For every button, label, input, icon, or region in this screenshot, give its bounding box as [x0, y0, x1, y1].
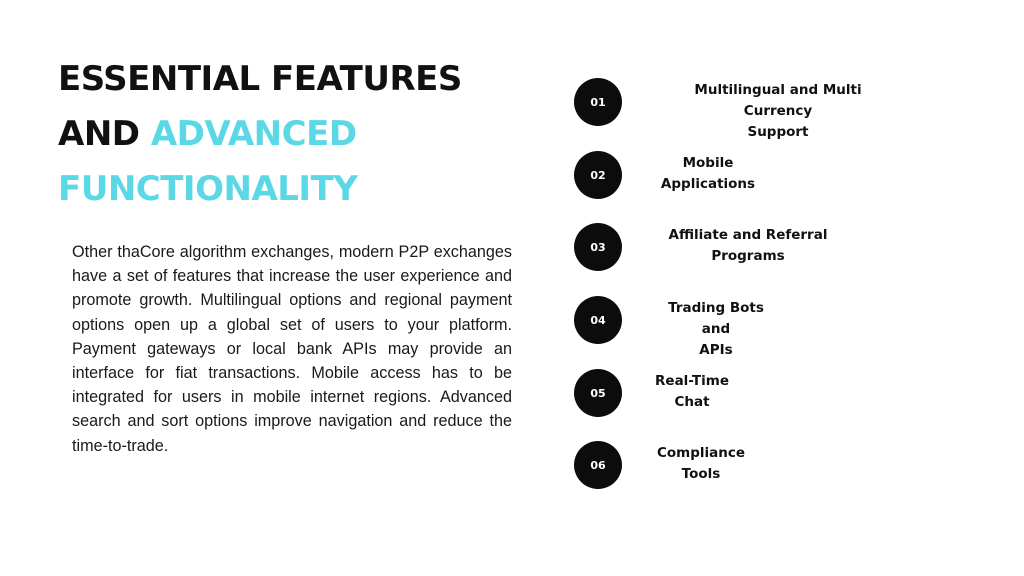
feature-number-badge: 03	[574, 223, 622, 271]
description-paragraph: Other thaCore algorithm exchanges, modern P2P exchanges have a set of features that increase the user experience and promote growth. Multilingual options and regional payment options open up a global set of users to your platform. Payment gateways or local bank APIs may provide an interface for fiat transactions. Mobile access has to be integrated for users in mobile internet regions. Advanced search and sort options improve navigation and reduce the time-to-trade.	[72, 243, 512, 455]
feature-label-line-1: Real-Time	[655, 373, 729, 389]
feature-label-line-2: APIs	[699, 342, 733, 358]
feature-label-line-1: Trading Bots and	[668, 300, 764, 337]
feature-label-line-2: Programs	[711, 248, 785, 264]
feature-label-line-2: Support	[747, 124, 809, 140]
feature-label-line-2: Chat	[674, 394, 710, 410]
feature-label-line-1: Multilingual and Multi Currency	[694, 82, 862, 119]
feature-label-line-2: Applications	[660, 176, 756, 192]
feature-label-line-2: Tools	[681, 466, 721, 482]
feature-item-5	[574, 369, 934, 417]
feature-item-2	[574, 151, 934, 199]
feature-item-4	[574, 296, 934, 358]
feature-label-line-1: Compliance	[656, 445, 746, 461]
feature-label	[652, 371, 732, 413]
feature-number-badge: 05	[574, 369, 622, 417]
feature-label	[658, 153, 758, 195]
feature-label-line-1: Affiliate and Referral	[668, 227, 828, 243]
page-title	[58, 52, 528, 217]
feature-label	[668, 225, 828, 267]
feature-number-badge: 04	[574, 296, 622, 344]
feature-label	[652, 298, 780, 361]
feature-item-6	[574, 441, 934, 489]
title-line-2-accent: ADVANCED	[150, 114, 357, 154]
feature-label	[664, 80, 892, 143]
feature-number-badge: 01	[574, 78, 622, 126]
feature-number-badge: 02	[574, 151, 622, 199]
title-line-3-accent: FUNCTIONALITY	[58, 169, 358, 209]
feature-label-line-1: Mobile	[682, 155, 734, 171]
feature-number-badge: 06	[574, 441, 622, 489]
title-line-2-plain: AND	[58, 114, 151, 154]
title-line-1: ESSENTIAL FEATURES	[58, 59, 462, 99]
feature-item-3	[574, 223, 934, 271]
feature-label	[656, 443, 746, 485]
feature-item-1	[574, 78, 934, 140]
